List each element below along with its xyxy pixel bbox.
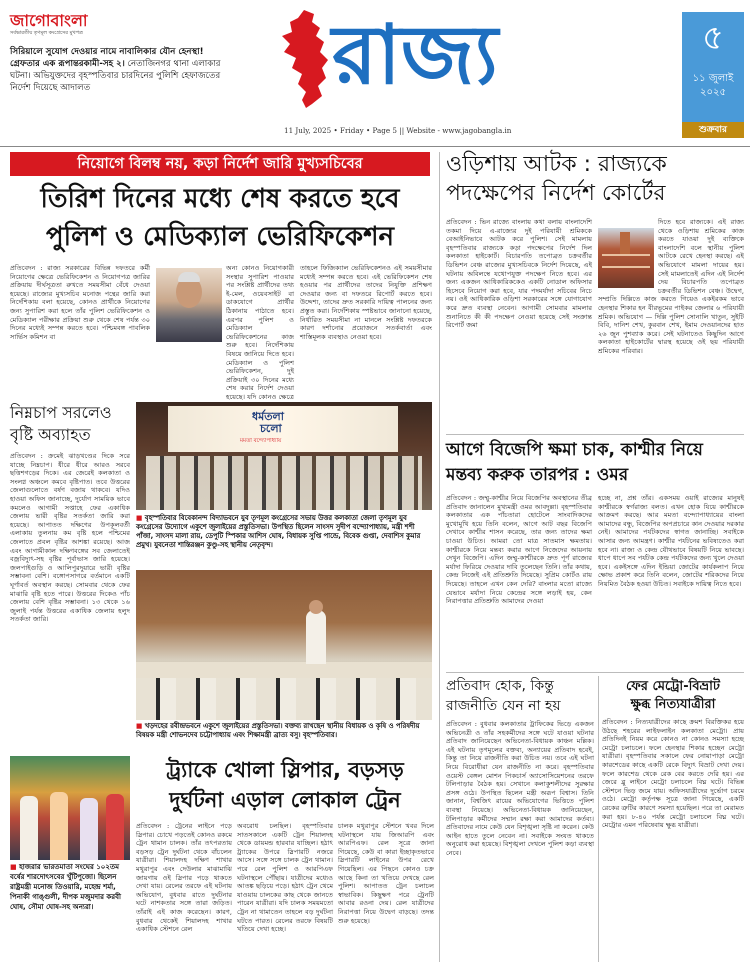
metro-body: প্রতিবেদন : নিত্যযাত্রীদের কাছে ক্রমশ বিরক্তিকর হয়ে উঠছে শহরের লাইফলাইন কলকাতা মেট্রো। প্রায় প্রতিদিনই নিয়ম করে কোনও না কোনও সমস্যা হচ্ছে মেট্রো চলাচলে। ফলে হেনস্থার শিকার হচ্ছেন মেট্রো যাত্রীরা। বৃহস্পতিবার সকালে ফের নোয়াপাড়া মেট্রো কারশেডের কাছে একটি রেকে বিদ্যুৎ বিভ্রাট দেখা দেয়। ফলে কারশেড থেকে রেক বের করতে দেরি হয়। এর জেরে ব্লু লাইনে মেট্রো চলাচলে বিঘ্ন ঘটে। বিভিন্ন স্টেশনে ভিড় জমে যায়। অফিসযাত্রীদের দুর্ভোগ চরমে ওঠে। মেট্রো কর্তৃপক্ষ সূত্রে জানা গিয়েছে, একটি রেকের ত্রুটির কারণে সমস্যা হয়েছিল। পরে তা মেরামত করা হয়। ৮-৪০ পর্যন্ত মেট্রো চলাচলে বিঘ্ন ঘটে। মেট্রোর এমন পরিষেবায় ক্ষুব্ধ যাত্রীরা। [602,718,744,830]
logo-text: জাগোবাংলা [10,11,88,30]
bjp-rule [446,672,744,673]
hazra-caption: ■ হাজরার ভারতমাতা সংঘের ১০২তম বর্ষের শারদোৎসবের খুঁটিপুজো। ছিলেন রাষ্ট্রমন্ত্রী মনোজ তিওয়ারি, মহেন্দ্র শর্মা, পিনাকী গাঙ্গুলী, দীপক মজুমদার করবী ঘোষ, সৌমা ঘোষ-সহ অন্যরা। [10,863,122,911]
protest-headline[interactable]: প্রতিবাদ হোক, কিন্তু রাজনীতি যেন না হয় [446,678,561,714]
photo1-caption-text: বৃহস্পতিবার বিবেকানন্দ বিদ্যাভবনে যুব তৃণমূল কংগ্রেসের সভায় উত্তর কলকাতা জেলা তৃণমূল যুব কংগ্রেসের উদ্যোগে একুশে জুলাইয়ের প্রস্তুতিসভা। উপস্থিত ছিলেন সাংসদ সুদীপ বন্দ্যোপাধ্যায়, মন্ত্রী শশী পাঁজা, সাংসদ মালা রায়, ডেপুটি স্পিকার আশিস ঘোষ, বিধায়ক সুপ্তি পান্ডে, বিবেক গুপ্তা, দেবাশিস কুমার প্রমুখ। যুবনেতা শান্তিরঞ্জন কুণ্ডু-সহ স্থানীয় নেতৃবৃন্দ। [136,514,421,549]
logo-tagline: সর্বভারতীয় তৃণমূল কংগ্রেসের মুখপত্র [10,30,83,36]
page-number: ৫ [701,18,725,58]
train-col-2: অবরোধ চলছিল। বৃহস্পতিবার সাতসকালে একটি ট্রেন শিয়ালদহ থেকে ডায়মন্ড হারবার যাচ্ছিল। হঠাৎ ট্র্যাকের উপরে স্লিপারটি নজরে আসে। সঙ্গে সঙ্গে চালক ট্রেন থামান। পরে রেল পুলিশ ও আরপিএফ ঘটনাস্থলে পৌঁছায়। যাত্রীদের মধ্যেও আতঙ্ক ছড়িয়ে পড়ে। হঠাৎ ট্রেন থেমে যাওয়ায় চালকের কাছ থেকে জানতে পারেন যাত্রীরা। যদি চালক সময়মতো ট্রেন না থামাতেন তাহলে বড় দুর্ঘটনা ঘটতে পারত। রেলের তরফে বিষয়টি খতিয়ে দেখা হচ্ছে। [237,822,333,934]
lead-kicker: নিয়োগে বিলম্ব নয়, কড়া নির্দেশ জারি মুখ্যসচিবের [10,152,430,176]
date-box [682,12,744,138]
train-headline-2[interactable]: দুর্ঘটনা এড়াল লোকাল ট্রেন [169,788,401,812]
photo1-caption: ■ বৃহস্পতিবার বিবেকানন্দ বিদ্যাভবনে যুব তৃণমূল কংগ্রেসের সভায় উত্তর কলকাতা জেলা তৃণমূল যুব কংগ্রেসের উদ্যোগে একুশে জুলাইয়ের প্রস্তুতিসভা। উপস্থিত ছিলেন সাংসদ সুদীপ বন্দ্যোপাধ্যায়, মন্ত্রী শশী পাঁজা, সাংসদ মালা রায়, ডেপুটি স্পিকার আশিস ঘোষ, বিধায়ক সুপ্তি পান্ডে, বিবেক গুপ্তা, দেবাশিস কুমার প্রমুখ। যুবনেতা শান্তিরঞ্জন কুণ্ডু-সহ স্থানীয় নেতৃবৃন্দ। [136,514,421,549]
high-court-photo [598,228,654,288]
metro-headline-2[interactable]: ক্ষুব্ধ নিত্যযাত্রীরা [630,697,716,712]
masthead [0,0,750,146]
odisha-rule [446,434,744,435]
odisha-col-1: প্রতিবেদন : ভিন রাজ্যে বাংলায় কথা বলায় বাংলাদেশি তকমা দিয়ে এ-রাজ্যের দুই পরিযায়ী শ্রমিককে বেআইনিভাবে আটক করে পুলিশ। সেই মামলায় বৃহস্পতিবার রাজ্যকে কড়া পদক্ষেপের নির্দেশ দিল কলকাতা হাইকোর্ট। বিচারপতি তপোব্রত চক্রবর্তীর ডিভিশন বেঞ্চ রাজ্যের মুখ্যসচিবকে নির্দেশ দিয়েছে, এই ঘটনায় অবিলম্বে যথোপযুক্ত পদক্ষেপ নিতে হবে। এর জন্য একজন আধিকারিককেও একটি নোডাল অফিসার হিসেবে নিয়োগ করা হবে, যার পদমর্যাদা সচিবের নিচে নয়। ওই আধিকারিক ওড়িশা সরকারের সঙ্গে যোগাযোগ করে দ্রুত ব্যবস্থা নেবেন। আগামী সোমবার মামলার শুনানিতে কী কী পদক্ষেপ নেওয়া হয়েছে সেই সংক্রান্ত রিপোর্ট জমা [446,218,592,330]
lead-col-1: প্রতিবেদন : রাজ্য সরকারের বিভিন্ন দফতরে কর্মী নিয়োগের ক্ষেত্রে ভেরিফিকেশন ও নিয়োগপত্র জারির প্রক্রিয়ায় দীর্ঘসূত্রতা রুখতে সময়সীমা বেঁধে দেওয়া হয়েছে। রাজ্যের মুখ্যসচিব মনোজ পন্থের জারি করা নির্দেশিকায় বলা হয়েছে, কোনও প্রার্থীকে নিয়োগের জন্য সুপারিশ করা হলে তাঁর পুলিশ ভেরিফিকেশন ও মেডিক্যাল পরীক্ষার প্রক্রিয়া শুরু থেকে শেষ পর্যন্ত ৩০ দিনের মধ্যেই সম্পন্ন করতে হবে। পশ্চিমবঙ্গ পাবলিক সার্ভিস কমিশন বা [10,264,150,341]
khardah-meeting-photo [136,570,432,720]
photo2-caption: ■ খড়দহের রবীন্দ্রভবনে একুশে জুলাইয়ের প্রস্তুতিসভা। বক্তব্য রাখছেন স্থানীয় বিধায়ক ও কৃষি ও পরিষদীয় বিষয়ক মন্ত্রী শোভনদেব চট্টোপাধ্যায় এবং শিক্ষামন্ত্রী ব্রাত্য বসু। বৃহস্পতিবার। [136,722,420,739]
banner-line-1: ধর্মতলা [252,410,284,423]
bengal-map-icon [276,8,336,110]
teaser-body: নেতাজিনগর থানা এলাকার ঘটনা। অভিযুক্তদের বৃহস্পতিবার চারদিনের পুলিশি হেফাজতের নির্দেশ দিয়েছে আদালত [10,59,221,93]
protest-body: প্রতিবেদন : বুধবার কলকাতার ট্রাফিকের ভিড়ে একজন অভিনেত্রী ও তাঁর সহকর্মীদের সঙ্গে ঘটে যাওয়া ঘটনার প্রতিবাদ জানিয়েছেন অভিনেতা-বিধায়ক কাঞ্চন মল্লিক। এই ঘটনায় তৃণমূলের বক্তব্য, অন্যায়ের প্রতিবাদ হবেই, কিন্তু তা নিয়ে রাজনীতি করা উচিত নয়। তবে এই ঘটনা নিয়ে বিরোধীরা যেন রাজনীতি না করে। বৃহস্পতিবার ওয়েস্ট বেঙ্গল মোশন পিকচার্স অ্যাসোসিয়েশনের তরফে টলিপাড়ার বৈঠক হয়। সেখানে কলাকুশলীদের সুরক্ষার প্রসঙ্গ ওঠে। উপস্থিত ছিলেন মন্ত্রী অরূপ বিশ্বাস। তিনি জানান, বিশ্বজিৎ রায়ের অভিযোগের ভিত্তিতে পুলিশ ব্যবস্থা নিয়েছে। অভিনেতা-বিধায়ক জানিয়েছেন, টলিপাড়ার কর্মীদের সম্মান রক্ষা করা আমাদের কর্তব্য। প্রতিবাদের নামে কেউ যেন বিশৃঙ্খলা সৃষ্টি না করেন। কেউ আইন হাতে তুলে নেবেন না। সবাইকে সংযত থাকতে অনুরোধ করা হয়েছে। বিশৃঙ্খলা দেখলে পুলিশ কড়া ব্যবস্থা নেবে। [446,720,594,857]
lead-col-3: তাহলে ফিজিক্যাল ভেরিফিকেশনও এই সময়সীমার মধ্যেই সম্পন্ন করতে হবে। এই ভেরিফিকেশন শেষ হওয়ার পর প্রার্থীদের তাদের নিযুক্তি প্রশিক্ষণ দেওয়ার জন্য বা দফতরে রিপোর্ট করতে হবে। উদ্দেশ্য, তাদের দ্রুত সরকারি দায়িত্ব পালনের জন্য প্রস্তুত করা। নির্দেশিকায় স্পষ্টভাবে জানানো হয়েছে, নির্ধারিত সময়সীমা না মানলে সংশ্লিষ্ট দফতরকে কারণ দর্শানোর প্রয়োজনে সতর্কবার্তা এবং শাস্তিমূলক ব্যবস্থাও নেওয়া হবে। [300,264,432,341]
bjp-headline[interactable]: আগে বিজেপি ক্ষমা চাক, কাশ্মীর নিয়ে মন্তব্য করুক তারপর : ওমর [446,440,703,485]
teaser[interactable] [10,46,232,94]
date-bn: ১১ জুলাই ২০২৫ [692,73,734,98]
metro-headline-1[interactable]: ফের মেট্রো-বিভ্রাট [626,679,720,694]
officer-photo [156,268,222,342]
hazra-puja-photo [10,756,130,860]
rain-body: প্রতিবেদন : ক্রমেই ঝাড়খণ্ডের দিকে সরে যাচ্ছে নিম্নচাপ। ধীরে ধীরে আরও সরবে ছত্তিশগড়ের দিকে। এর জেরেই কলকাতা ও সংলগ্ন অঞ্চলে কমবে বৃষ্টিপাত। তবে উত্তরের জেলাগুলোতে বর্ষণ বজায় থাকবে। যদিও হাওয়া অফিস জানাচ্ছে, দুর্যোগ সাময়িক ভাবে কমলেও আগামী সপ্তাহে ফের একাধিক জেলায় ভারী বৃষ্টির সতর্কতা জারি করা হয়েছে। আপাতত দক্ষিণের উপকূলবর্তী এলাকায় তুলনায় কম বৃষ্টি হলে পশ্চিমের জেলাতে প্রবল বৃষ্টির আশঙ্কা রয়েছে। আজ এবং আগামীকাল দক্ষিণবঙ্গের সব জেলাতেই বজ্রবিদ্যুৎ-সহ বৃষ্টির পূর্বাভাস জারি হয়েছে। জলপাইগুড়ি ও আলিপুরদুয়ারে ভারী বৃষ্টির সম্ভাবনা বেশি। বঙ্গোপসাগরে বর্তমানে একটি ঘূর্ণাবর্ত অবস্থান করছে। সোমবার থেকে ফের মাঝারি বৃষ্টি হতে পারে। উত্তরের দিকেও পাঁচ জেলায় বেশি বৃষ্টির সম্ভাবনা। ১৩ থেকে ১৬ জুলাই পর্যন্ত উত্তরের একাধিক জেলায় হলুদ সতর্কতা জারি। [10,452,130,624]
day-bn: শুক্রবার [682,122,744,138]
odisha-col-2-top [598,218,744,428]
lead-headline-1[interactable]: তিরিশ দিনের মধ্যে শেষ করতে হবে [40,184,400,214]
train-headline-1[interactable]: ট্র্যাকে খোলা স্লিপার, বড়সড় [166,758,404,782]
bjp-col-2: হচ্ছে না, প্রশ্ন তাঁর। একসময় ওয়াই রাজ্যের মানুষই কাশ্মীরকে স্বর্গরাজ্য বলত। এখন হোক যিয়ে কাশ্মীরকে আক্রমণ করছে। আর মমতা বন্দ্যোপাধ্যায়ের বাংলা আমাদের বন্ধু, বিজেপির অপপ্রচারে কান দেওয়ার দরকার নেই। আমাদের পর্যটকদের স্বাগত জানাচ্ছি। সবাইকে আসার জন্য আমন্ত্রণ। কাশ্মীর পর্যটনের ভবিষ্যতেও করা হবে না। রাজ্য ও কেন্দ্র যৌথভাবে বিষয়টি নিয়ে ভাবছে। ধাপে ধাপে সব পর্যটক কেন্দ্র পর্যটকদের জন্য খুলে দেওয়া হবে। একইসঙ্গে এদিন ইন্ডিয়া জোটের কার্যকলাপ নিয়ে ক্ষোভ প্রকাশ করে তিনি বলেন, জোটের শরিকদের নিয়ে নিয়মিত বৈঠক হওয়া উচিত। সবাইকে দায়িত্ব নিতে হবে। [598,494,745,588]
train-col-3: চালক মথুরাপুর স্টেশনে খবর দিলে ঘটনাস্থলে যায় জিআরপি এবং আরপিএফ। রেল সূত্রে জানা গিয়েছে, কেউ বা কারা ইচ্ছাকৃতভাবে স্লিপারটি লাইনের উপর রেখে গিয়েছিল। এর পিছনে কোনও চক্র আছে কিনা তা খতিয়ে দেখছে রেল পুলিশ। আপাতত ট্রেন চলাচল স্বাভাবিক। কিছুক্ষণ পরে ট্রেনটি আবার রওনা দেয়। রেল যাত্রীদের নিরাপত্তা নিয়ে উদ্বেগ বাড়ছে। তদন্ত শুরু হয়েছে। [338,822,434,925]
stage-banner [168,406,398,452]
teaser-head: সিরিয়ালে সুযোগ দেওয়ার নামে নাবালিকার যৌন হেনস্থা! গ্রেফতার এক রূপান্তরকামী-সহ ২। [10,47,204,69]
rain-headline[interactable]: নিম্নচাপ সরলেও বৃষ্টি অব্যাহত [10,403,112,444]
lead-col-2: অন্য কোনও নিয়োগকারী সংস্থার সুপারিশ পাওয়ার পর সংশ্লিষ্ট প্রার্থীদের তথ্য ই-মেল, ওয়েবসাইট বা ডাকযোগে প্রার্থীর ঠিকানায় পাঠাতে হবে। এরপর পুলিশ ও মেডিক্যাল ভেরিফিকেশনের কাজ শুরু হবে। নির্দেশিকায় বিষয়ে জানিয়ে দিতে হবে। মেডিক্যাল ও পুলিশ ভেরিফিকেশন, দুই প্রক্রিয়াই ৩০ দিনের মধ্যে শেষ করার নির্দেশ দেওয়া হয়েছে। যদি কোনও ক্ষেত্রে [226,264,294,401]
train-col-1: প্রতিবেদন : ট্রেনের লাইনে পড়ে স্লিপার। চোখে পড়তেই কোনও রকমে ট্রেন থামান চালক। তাঁর তৎপরতায় বড়সড় ট্রেন দুর্ঘটনা থেকে বাঁচলেন যাত্রীরা। শিয়ালদহ দক্ষিণ শাখার মথুরাপুর এবং দেউলার মাঝামাঝি জায়গায় ওই স্লিপার পড়ে থাকতে দেখা যায়। রেলের তরফে এই ঘটনায় অভিযোগ, বুধবার রাতে দুর্ঘটনার ঘটে নাশকতার সঙ্গে তারা জড়িত। তাঁরাই এই কাজ করেছেন। কারণ, বুধবার থেকেই শিয়ালদহ শাখার একাধিক স্টেশনে রেল [136,822,232,934]
banner-sub: মমতা বন্দ্যোপাধ্যায় [240,438,282,444]
lead-headline-2[interactable]: পুলিশ ও মেডিক্যাল ভেরিফিকেশন [46,222,394,252]
odisha-col-2: দিতে হবে রাজ্যকে। এই রাজ্য থেকে ওড়িশায় শ্রমিকের কাজ করতে যাওয়া দুই ব্যক্তিকে বাংলাদেশি বলে স্থানীয় পুলিশ আটকে রেখে হেনস্থা করছে। এই অভিযোগে মামলা দায়ের হয়। সেই মামলাতেই এদিন এই নির্দেশ দেয় বিচারপতি তপোব্রত চক্রবর্তীর ডিভিশন বেঞ্চ। উদ্বেগ, সম্প্রতি দিল্লিতে কাজ করতে গিয়েও একইরকম ভাবে হেনস্থার শিকার হন বীরভূমের পাইকর জেলার ৬ পরিযায়ী শ্রমিক। অভিযোগ — দিল্লি পুলিশ সোনালি খাতুন, সুইটি বিবি, দানিশ শেখ, কুরবান শেখ, ইমাম দেওয়ানদের হাত ২৬ জুন পুশব্যাক করে। সেই ঘটনাতেও কিছুদিন আগে কলকাতা হাইকোর্টের দ্বারস্থ হয়েছে ওই ছয় পরিযায়ী শ্রমিকের পরিবার। [598,218,744,355]
jagobangla-logo [10,12,180,37]
hazra-caption-text: হাজরার ভারতমাতা সংঘের ১০২তম বর্ষের শারদোৎসবের খুঁটিপুজো। ছিলেন রাষ্ট্রমন্ত্রী মনোজ তিওয়ারি, মহেন্দ্র শর্মা, পিনাকী গাঙ্গুলী, দীপক মজুমদার করবী ঘোষ, সৌমা ঘোষ-সহ অন্যরা। [10,863,122,911]
page-title: রাজ্য [332,8,499,103]
masthead-rule [0,146,750,147]
banner-line-2: চলো [260,422,282,435]
dateline: 11 July, 2025 • Friday • Page 5 || Website - www.jagobangla.in [284,126,512,135]
youth-meeting-photo [136,402,432,510]
photo2-caption-text: খড়দহের রবীন্দ্রভবনে একুশে জুলাইয়ের প্রস্তুতিসভা। বক্তব্য রাখছেন স্থানীয় বিধায়ক ও কৃষি ও পরিষদীয় বিষয়ক মন্ত্রী শোভনদেব চট্টোপাধ্যায় এবং শিক্ষামন্ত্রী ব্রাত্য বসু। বৃহস্পতিবার। [136,722,420,739]
odisha-headline[interactable]: ওড়িশায় আটক : রাজ্যকে পদক্ষেপের নির্দেশ কোর্টের [446,152,667,206]
col-divider-main [439,152,440,962]
bjp-col-1: প্রতিবেদন : জম্মু-কাশ্মীর নিয়ে বিজেপির অবস্থানের তীব্র প্রতিবাদ জানালেন মুখ্যমন্ত্রী ওমর আবদুল্লা। বৃহস্পতিবার কলকাতার এক পাঁচতারা হোটেলে সাংবাদিকদের মুখোমুখি হয়ে তিনি বলেন, আগে আট বছর বিজেপি দেখাবে কাশ্মীর শাসন করেছে, তার জন্য তাদের ক্ষমা চাওয়া উচিত। আমরা তো মাত্র সাতমাস ক্ষমতায়। কাশ্মীরকে নিয়ে মন্তব্য করার আগে নিজেদের আয়নায় দেখুন বিজেপি। এদিন জম্মু-কাশ্মীরকে দ্রুত পূর্ণ রাজ্যের মর্যাদা ফিরিয়ে দেওয়ার দাবি তুলেছেন তিনি। তাঁর কথায়, কেন্দ্র নিজেই এই প্রতিশ্রুতি দিয়েছে। সুপ্রিম কোর্টও রায় দিয়েছে। তাহলে এখন কেন দেরি? বাংলার মতো রাজ্যে যেভাবে মর্যাদা নিয়ে কেন্দ্রের সঙ্গে লড়াই হয়, কেন নিরাপত্তার প্রতিশ্রুতি আমাদের দেওয়া [446,494,592,606]
col-divider-right [598,676,599,962]
